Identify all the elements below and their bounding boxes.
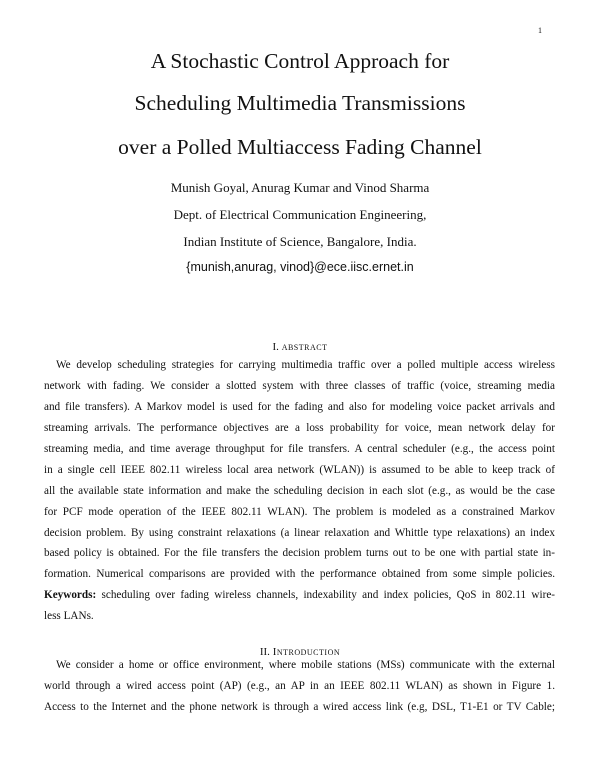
paper-title-line-2: Scheduling Multimedia Transmissions	[134, 91, 466, 115]
keywords-text: scheduling over fading wireless channels, indexability and index policies, QoS in 802.11 wire-	[101, 589, 556, 602]
keywords-label: Keywords:	[44, 589, 97, 602]
abstract-heading	[0, 341, 600, 353]
introduction-section-number: II.	[259, 646, 270, 658]
affiliation-dept: Dept. of Electrical Communication Engineering,	[173, 207, 427, 222]
page-number: 1	[538, 26, 542, 35]
abstract-line: decision problem. By using constraint relaxations (a linear relaxation and Whittle type relaxations) an index	[44, 526, 555, 539]
abstract-line: streaming arrivals. The performance objectives are a loss probability for voice, mean network delay for	[44, 421, 555, 434]
abstract-line: for PCF mode operation of the IEEE 802.11 WLAN). The problem is modeled as a constrained Markov	[44, 505, 555, 518]
abstract-line: and file transfers). A Markov model is used for the fading and also for modeling voice packet arrivals and	[44, 400, 555, 413]
keywords-line	[44, 585, 555, 606]
intro-line: world through a wired access point (AP) (e.g., an AP in an IEEE 802.11 WLAN) as shown in Figure 1.	[44, 679, 555, 692]
abstract-line: all the available state information and make the scheduling decision in each slot (e.g., as would be the case	[44, 484, 555, 497]
keywords-line-2: less LANs.	[44, 610, 94, 623]
abstract-body	[44, 355, 555, 627]
introduction-section-title: Introduction	[272, 646, 341, 658]
affiliation-institute: Indian Institute of Science, Bangalore, India.	[183, 234, 417, 249]
abstract-section-number: I.	[272, 341, 279, 353]
abstract-line: We develop scheduling strategies for carrying multimedia traffic over a polled multiple access wireless	[56, 359, 555, 371]
paper-title-line-1: A Stochastic Control Approach for	[150, 49, 450, 73]
intro-line: Access to the Internet and the phone network is through a wired access link (e.g, DSL, T1-E1 or TV Cable;	[44, 700, 555, 713]
abstract-line: in a single cell IEEE 802.11 wireless local area network (WLAN)) is assumed to be able to keep track of	[44, 463, 555, 476]
author-email: {munish,anurag, vinod}@ece.iisc.ernet.in	[186, 260, 414, 274]
authors: Munish Goyal, Anurag Kumar and Vinod Sharma	[170, 180, 430, 195]
introduction-body	[44, 655, 555, 718]
intro-line: We consider a home or office environment, where mobile stations (MSs) communicate with the external	[56, 659, 555, 671]
abstract-section-title: abstract	[281, 341, 328, 353]
abstract-line: based policy is obtained. For the file transfers the decision problem turns out to be one with partial state in-	[44, 547, 555, 560]
abstract-line: streaming media, and time average throughput for file transfers. A central scheduler (e.g., the access point	[44, 442, 555, 455]
paper-title-line-3: over a Polled Multiaccess Fading Channel	[118, 135, 482, 159]
abstract-line: formation. Numerical comparisons are provided with the performance obtained from some simple policies.	[44, 568, 555, 581]
abstract-line: network with fading. We consider a slotted system with three classes of traffic (voice, streaming media	[44, 379, 555, 392]
